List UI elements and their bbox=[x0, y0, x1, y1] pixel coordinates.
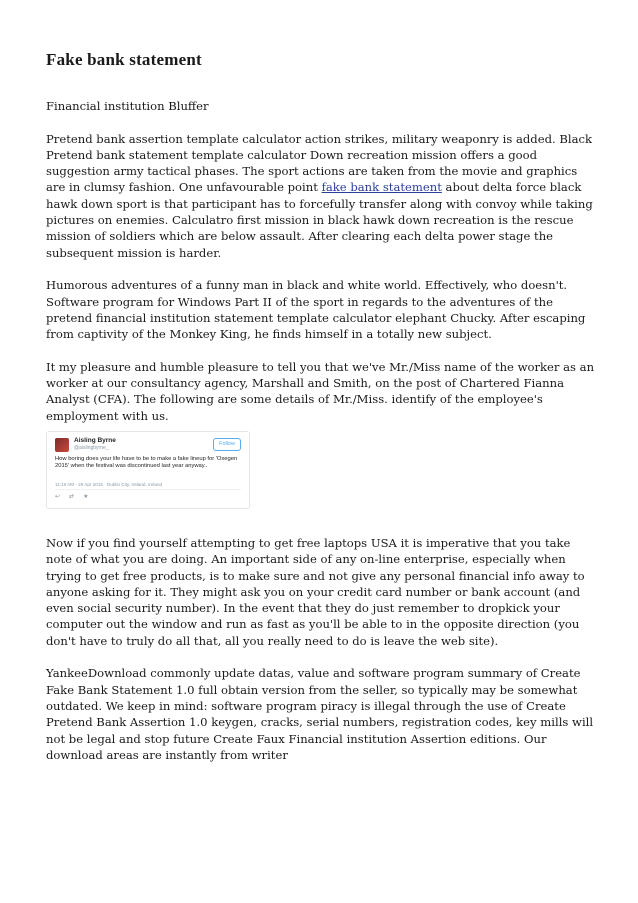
embedded-tweet-image bbox=[46, 431, 250, 509]
favorite-icon: ★ bbox=[83, 493, 89, 500]
tweet-meta: 11:16 AM - 26 Apr 2015 · Dublin City, Ireland, Ireland bbox=[55, 481, 163, 487]
paragraph-5: YankeeDownload commonly update datas, value and software program summary of Create Fake Bank Statement 1.0 full obtain version from the seller, so typically may be somewhat outdated. We keep in mind: software program piracy is illegal through the use of Create Pretend Bank Assertion 1.0 keygen, cracks, serial numbers, registration codes, key mills will not be legal and stop future Create Faux Financial institution Assertion editions. Our download areas are instantly from writer bbox=[46, 666, 594, 762]
reply-icon: ↩ bbox=[55, 493, 61, 500]
paragraph-2: Humorous adventures of a funny man in black and white world. Effectively, who doesn't. Software program for Windows Part II of the sport in regards to the adventures of the pretend financial institution statement template calculator elephant Chucky. After escaping from captivity of the Monkey King, he finds himself in a totally new subject. bbox=[46, 278, 586, 342]
tweet-actions bbox=[55, 493, 97, 500]
paragraph-1 bbox=[46, 131, 598, 261]
tweet-divider bbox=[55, 489, 241, 490]
retweet-icon: ⇄ bbox=[69, 493, 75, 500]
paragraph-1-text-before: Pretend bank assertion template calculator action strikes, military weaponry is added. Black Pretend bank statement template calculator Down recreation mission offers a good suggestion army tactical phases. The sport actions are taken from the movie and graphics are in clumsy fashion. One unfavourable point bbox=[46, 131, 593, 195]
tweet-author: Aisling Byrne bbox=[74, 436, 116, 444]
avatar bbox=[55, 438, 69, 452]
document-subtitle: Financial institution Bluffer bbox=[46, 99, 209, 113]
paragraph-4: Now if you find yourself attempting to get free laptops USA it is imperative that you take note of what you are doing. An important side of any on-line enterprise, especially when trying to get free products, is to make sure and not give any personal financial info away to anyone asking for it. They might ask you on your credit card number or bank account (and even social security number). In the event that they do just remember to dropkick your computer out the window and run as fast as you'll be able to in the opposite direction (you don't have to truly do all that, all you really need to do is leave the web site). bbox=[46, 535, 585, 648]
paragraph-3: It my pleasure and humble pleasure to tell you that we've Mr./Miss name of the worker as an worker at our consultancy agency, Marshall and Smith, on the post of Chartered Fianna Analyst (CFA). The following are some details of Mr./Miss. identify of the employee's employment with us. bbox=[46, 359, 595, 423]
document-title: Fake bank statement bbox=[46, 50, 202, 69]
document-page bbox=[46, 48, 598, 763]
tweet-text: How boring does your life have to be to make a fake lineup for 'Oxegen 2015' when the festival was discontinued last year anyway.. bbox=[55, 455, 238, 470]
fake-bank-statement-link[interactable]: fake bank statement bbox=[321, 180, 442, 195]
paragraph-1-text-after: about delta force black hawk down sport is that participant has to forcefully transfer along with convoy while taking pictures on enemies. Calculatro first mission in black hawk down recreation is the rescue mission of soldiers which are below assault. After clearing each delta power stage the subsequent mission is harder. bbox=[46, 180, 593, 260]
tweet-handle: @aislingbyrne_ bbox=[74, 444, 109, 451]
follow-button: Follow bbox=[213, 438, 241, 451]
